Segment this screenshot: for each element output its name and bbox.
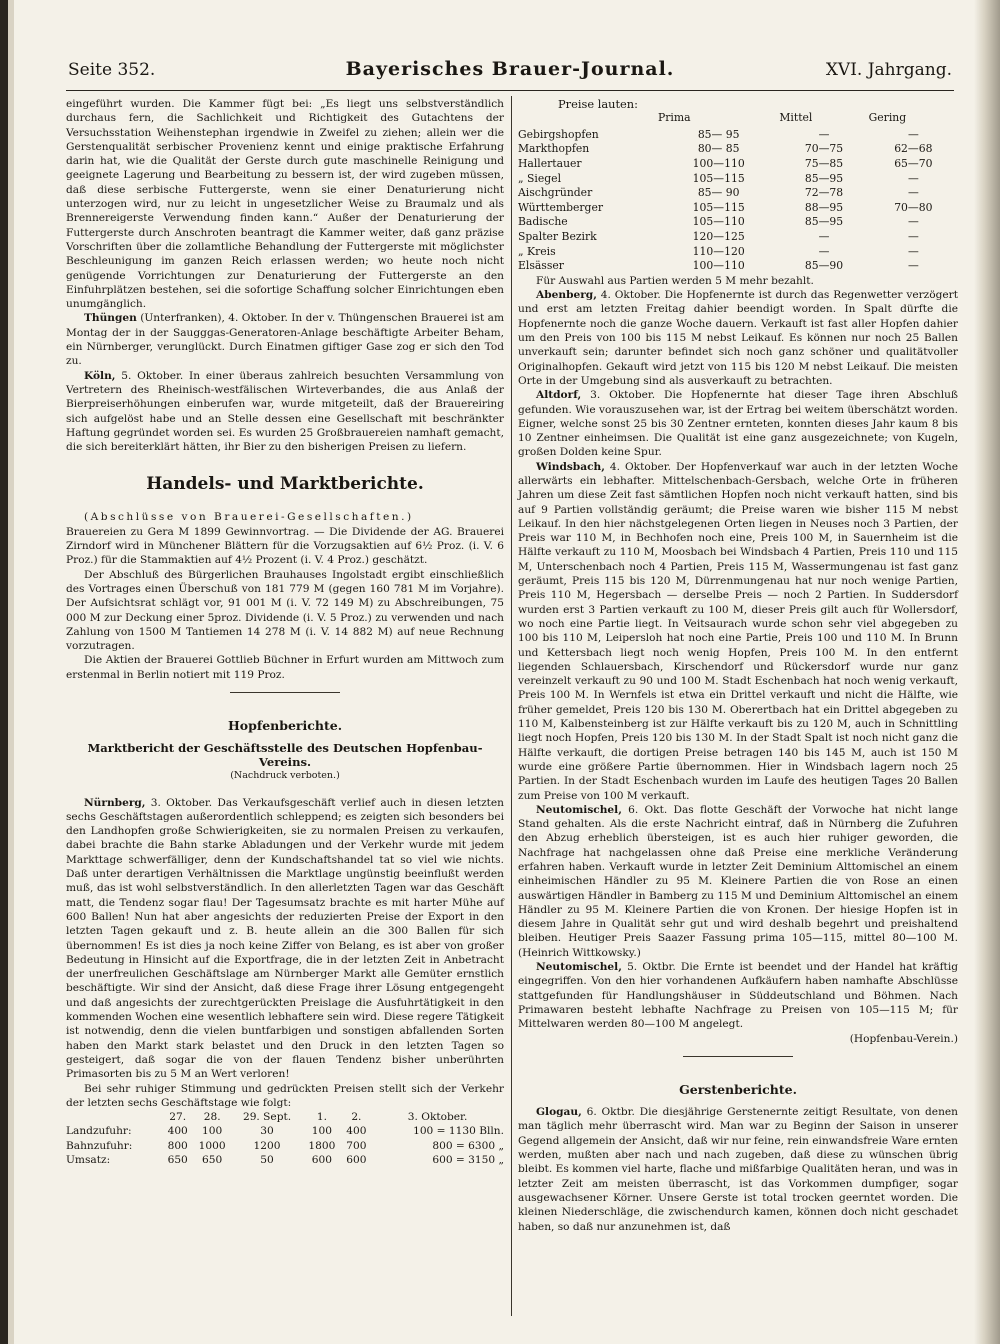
table-row — [66, 1124, 504, 1138]
table-cell: 120—125 — [692, 230, 745, 244]
table-cell: 100 = 1130 Blln. — [413, 1125, 504, 1138]
buechner-article: Die Aktien der Brauerei Gottlieb Büchner in Erfurt wurden am Mittwoch zum erstenmal in Berlin notiert mit 119 Proz. — [66, 654, 504, 681]
neutomischel-dateline-1: Neutomischel, — [536, 803, 622, 816]
table-cell: 75—85 — [804, 157, 844, 171]
page-edge-shadow — [974, 0, 1000, 1344]
table-cell: 800 = 6300 „ — [432, 1139, 504, 1152]
section-title-hopfen: Hopfenberichte. — [227, 717, 343, 733]
table-cell: „ Kreis — [518, 244, 556, 258]
market-table-intro: Bei sehr ruhiger Stimmung und gedrückten Preisen stellt sich der Verkehr der letzten sechs Geschäftstage wie folgt: — [66, 1082, 504, 1109]
table-cell: 85—90 — [804, 259, 844, 273]
table-cell: 65—70 — [894, 157, 933, 171]
table-cell — [66, 1110, 163, 1124]
table-cell: 28. — [203, 1111, 221, 1124]
table-cell: 88—95 — [804, 200, 844, 214]
article-signature: (Hopfenbau-Verein.) — [849, 1032, 958, 1045]
table-cell: 105—110 — [692, 215, 745, 229]
journal-title: Bayerisches Brauer-Journal. — [345, 58, 675, 80]
table-row — [518, 215, 958, 230]
table-cell: — — [907, 230, 919, 244]
table-cell: 650 — [167, 1154, 188, 1166]
table-cell: — — [818, 127, 830, 141]
table-cell: „ Siegel — [518, 171, 562, 185]
table-cell: 1800 — [308, 1139, 336, 1152]
glogau-dateline: Glogau, — [536, 1106, 582, 1119]
column-divider — [511, 96, 512, 1316]
table-cell: 650 — [202, 1154, 223, 1166]
table-cell: 85— 90 — [697, 186, 740, 200]
abschluesse-article — [66, 510, 504, 524]
table-cell: Markthopfen — [518, 142, 590, 156]
table-cell: 800 — [167, 1139, 188, 1152]
table-cell: 400 — [346, 1125, 367, 1138]
table-row — [66, 1139, 504, 1153]
table-cell: Bahnzufuhr: — [66, 1139, 133, 1152]
table-cell: Hallertauer — [518, 157, 582, 171]
table-cell: 600 = 3150 „ — [432, 1154, 504, 1166]
table-cell: 1000 — [198, 1139, 226, 1152]
table-cell: 100—110 — [692, 259, 745, 273]
abschluesse-head: (Abschlüsse von Brauerei-Gesellschaften.) — [84, 511, 414, 524]
neutomischel-dateline-2: Neutomischel, — [536, 961, 622, 974]
table-cell: 2. — [351, 1111, 362, 1124]
table-cell: — — [818, 230, 830, 244]
table-cell: 100 — [311, 1125, 333, 1138]
prices-note: Für Auswahl aus Partien werden 5 M mehr bezahlt. — [536, 274, 814, 287]
windsbach-text: 4. Oktober. Der Hopfenverkauf war auch in der letzten Woche allerwärts ein lebhafter. Mittelschenbach-Gersbach, welche Orte in früheren Jahren um diese Zeit fast sämtlichen Hopfen noch nicht verkauft hatten, sind bis auf 9 Partien vollständig geräumt; die Preise waren wie bisher 115 M nebst Leikauf. In den hier nächstgelegenen Orten liegen in Neuses noch 3 Partien, der Preis war 110 M, in Bechhofen noch eine, Preis 100 M, in Sauernheim ist die Hälfte verkauft zu 110 M, Moosbach bei Windsbach 4 Partien, Preis 110 und 115 M, Unterschenbach noch 4 Partien, Preis 115 M, Wassermungenau ist fast ganz geräumt, Preis 115 bis 120 M, Dürrenmungenau hat nur noch wenige Partien, Preis 110 M, Hegersbach — derselbe Preis — noch 2 Partien. In Suddersdorf wurden erst 3 Partien verkauft zu 100 M, dieser Preis gilt auch für Wollersdorf, wo noch eine Partie liegt. In Veitsaurach wurde schon sehr viel abgegeben zu 100 bis 110 M, Leipersloh hat noch eine Partie, Preis 100 und 110 M. In Brunn und Kettersbach liegt noch wenig Hopfen, Preis 100 M. In den entfernt liegenden Schlauersbach, Kirschendorf und Rückersdorf wurde nur ganz vereinzelt verkauft zu 90 und 100 M. Stadt Eschenbach hat noch wenig verkauft, Preis 100 M. In Wernfels ist etwa ein Drittel verkauft und nicht die Hälfte, wie früher gemeldet, Preis 120 bis 130 M. Oberertbach hat ein Drittel abgegeben zu 110 M, Kalbensteinberg ist zur Hälfte verkauft bis zu 120 M, auch in Schnittling liegt noch Hopfen, Preis 120 bis 130 M. In der Stadt Spalt ist noch nicht ganz die Hälfte verkauft, die dortigen Preise betragen 140 bis 145 M, auch ist 150 M wurde eine größere Partie übernommen. Hier in Windsbach lagern noch 25 Partien. In der Stadt Eschenbach wurden im Laufe des heutigen Tages 20 Ballen zum Preise von 100 M verkauft. — [518, 460, 958, 802]
table-cell: 400 — [167, 1125, 188, 1138]
section-separator — [230, 692, 340, 693]
table-cell: — — [907, 244, 919, 258]
page-header — [68, 58, 952, 90]
reprint-note: (Nachdruck verboten.) — [230, 770, 340, 782]
volume-label: XVI. Jahrgang. — [825, 60, 952, 80]
abenberg-text: 4. Oktober. Die Hopfenernte ist durch das Regenwetter verzögert und erst am letzten Freitag dahier beendigt worden. In Spalt dürfte die Hopfenernte noch die ganze Woche dauern. Verkauft ist fast aller Hopfen dahier um den Preis von 100 bis 115 M nebst Leikauf. Es können nur noch 25 Ballen unverkauft sein; darunter befindet sich noch ganz schöner und qualitätvoller Originalhopfen. Gekauft wird jetzt von 115 bis 120 M nebst Leikauf. Die meisten Orte in der Umgebung sind als ausverkauft zu betrachten. — [518, 289, 958, 387]
table-row — [518, 128, 958, 143]
market-table — [66, 1110, 504, 1167]
table-cell: — — [907, 171, 919, 185]
table-cell: 62—68 — [894, 142, 933, 156]
table-cell: 700 — [346, 1139, 367, 1152]
table-cell: 29. Sept. — [242, 1111, 292, 1124]
page-number: Seite 352. — [68, 60, 156, 80]
table-cell: Gering — [868, 111, 907, 125]
table-cell: Prima — [658, 111, 691, 125]
abschluesse-text: Brauereien zu Gera M 1899 Gewinnvortrag. — Die Dividende der AG. Brauerei Zirndorf wird in Münchener Blättern für die Vorzugsaktien auf 6½ Proz. (i. V. 6 Proz.) für die Stammaktien auf 4½ Prozent (i. V. 4 Proz.) geschätzt. — [66, 525, 504, 567]
table-cell: Umsatz: — [66, 1154, 111, 1166]
binding-shadow — [0, 0, 8, 1344]
table-cell: Württemberger — [518, 200, 604, 214]
binding-edge — [8, 0, 14, 1344]
table-cell: — — [907, 186, 919, 200]
prices-label: Preise lauten: — [558, 97, 638, 111]
table-cell: 27. — [169, 1111, 187, 1124]
altdorf-dateline: Altdorf, — [536, 389, 582, 402]
windsbach-article — [518, 460, 958, 803]
table-cell: Mittel — [779, 111, 813, 125]
table-cell: 600 — [346, 1154, 367, 1166]
table-cell: — — [907, 127, 919, 141]
nuernberg-text: 3. Oktober. Das Verkaufsgeschäft verlief auch in diesen letzten sechs Geschäftstagen außerordentlich schleppend; es zeigten sich besonders bei den Landhopfen große Schwierigkeiten, sie zu normalen Preisen zu verkaufen, dabei brachte die Bahn starke Abladungen und der Verkehr wurde mit jedem Markttage schwerfälliger, denn der Kundschaftshandel tat so viel wie nichts. Daß unter derartigen Verhältnissen die Marktlage ungünstig beeinflußt werden muß, das ist wohl selbstverständlich. In den allerletzten Tagen war das Geschäft matt, die Tendenz sogar flau! Der Tagesumsatz brachte es mit harter Mühe auf 600 Ballen! Nun hat aber angesichts der reduzierten Preise der Export in den letzten Tagen gekauft und z. B. heute allein an die 300 Ballen für sich übernommen! Es ist dies ja noch keine Ziffer von Belang, es ist aber von großer Bedeutung in Hinsicht auf die Exportfrage, die in der letzten Zeit in Anbetracht der unerfreulichen Geschäftslage am Nürnberger Markt alle Gemüter ernstlich beschäftigte. Wir sind der Ansicht, daß diese Frage ihrer Lösung entgegengeht und daß angesichts der zurechtgerückten Preislage die Ausfuhrtätigkeit in den kommenden Wochen eine wesentlich lebhaftere sein wird. Diese regere Tätigkeit ist notwendig, denn die vielen buntfarbigen und sonstigen abfallenden Sorten haben den Markt stark belastet und den Druck in den letzten Tagen so gesteigert, daß sogar die von der flauen Tendenz bisher unberührten Primasorten bis zu 5 M an Wert verloren! — [66, 796, 504, 1081]
table-cell: — — [907, 215, 919, 229]
table-row — [518, 230, 958, 245]
koeln-article — [66, 369, 504, 455]
table-cell: Badische — [518, 215, 568, 229]
thuengen-text: (Unterfranken), 4. Oktober. In der v. Thüngenschen Brauerei ist am Montag der in der Saugggas-Generatoren-Anlage beschäftigte Arbeiter Beham, ein Nürnberger, verunglückt. Durch Einatmen giftiger Gase zog er sich den Tod zu. — [66, 312, 504, 368]
table-row — [66, 1153, 504, 1167]
neutomischel-text-1: 6. Okt. Das flotte Geschäft der Vorwoche hat nicht lange Stand gehalten. Als die erste Nachricht eintraf, daß in Nürnberg die Zufuhren den Abzug erheblich übersteigen, ist es auch hier ruhiger geworden, die Nachfrage hat nachgelassen ohne daß Preise eine merkliche Veränderung erfahren haben. Verkauft wurde in letzter Zeit Deminium Alttomischel an einem einheimischen Händler zu 95 M. Kleinere Partien die von Rose an einen auswärtigen Händler in Bamberg zu 115 M und Deminium Alttomischel an einem Händler zu 95 M. Kleinere Partien die von Kronen. Der hiesige Hopfen ist in diesem Jahre in Qualität sehr gut und wird deshalb begehrt und preishaltend bleiben. Heutiger Preis Saazer Fassung prima 105—115, mittel 80—100 M. (Heinrich Wittkowsky.) — [518, 803, 958, 959]
table-cell: — — [818, 244, 830, 258]
table-cell: 105—115 — [692, 171, 745, 185]
table-cell: 30 — [260, 1125, 274, 1138]
table-cell: Gebirgshopfen — [518, 127, 599, 141]
table-cell: 110—120 — [692, 244, 745, 258]
table-cell: Landzufuhr: — [66, 1125, 132, 1138]
table-cell: 1. — [316, 1111, 327, 1124]
table-row — [518, 157, 958, 172]
table-row — [518, 172, 958, 187]
right-column — [518, 97, 958, 1234]
header-rule — [66, 90, 954, 91]
table-cell: 70—75 — [804, 142, 844, 156]
table-cell: 85—95 — [804, 171, 844, 185]
hop-prices-table — [518, 111, 958, 274]
intro-paragraph: eingeführt wurden. Die Kammer fügt bei: „Es liegt uns selbstverständlich durchaus fern, die Sachlichkeit und Richtigkeit des Gutachtens der Versuchsstation Weihenstephan irgendwie in Zweifel zu ziehen; allein wer die Gerstenqualität serbischer Provenienz kennt und einige praktische Erfahrung darin hat, wie die Qualität der Gerste durch gute maschinelle Reinigung und geeignete Lagerung und Bearbeitung zu bessern ist, der wird zugeben müssen, daß diese serbische Futtergerste, wenn sie einer Denaturierung nicht unterzogen wird, nur zu leicht in ungesetzlicher Weise zu Braumalz und als Brennereigerste Verwendung finden kann.“ Außer der Denaturierung der Futtergerste durch Anschroten beantragt die Kammer weiter, daß ganz präzise Vorschriften über die zollamtliche Behandlung der Futtergerste mit möglichster Beschleunigung im ganzen Reich erlassen werden; wo heute noch nicht genügende Vorrichtungen zur Denaturierung der Futtergerste an den Einfuhrplätzen bestehen, sei die sofortige Schaffung solcher Einrichtungen eben unumgänglich. — [66, 98, 504, 311]
table-cell: 100—110 — [692, 157, 745, 171]
prices-header — [518, 111, 958, 128]
market-table-header — [66, 1110, 504, 1124]
glogau-text: 6. Oktbr. Die diesjährige Gerstenernte zeitigt Resultate, von denen man täglich mehr überrascht wird. Man war zu Beginn der Saison in unserer Gegend allgemein der Ansicht, daß wir nur feine, rein einwandsfreie Ware ernten werden, mußten aber nach und nach zugeben, daß diese zu wünschen übrig bleibt. Es kommen viel harte, flache und mißfarbige Qualitäten heran, und was in letzter Zeit am meisten überrascht, ist das Vorkommen dumpfiger, sogar ausgewachsener Körner. Unsere Gerste ist total trocken geerntet worden. Die kleinen Niederschläge, die zwischendurch kamen, können doch nicht geschadet haben, so daß nur anzunehmen ist, daß — [518, 1106, 958, 1233]
table-row — [518, 186, 958, 201]
neutomischel-text-2: 5. Oktbr. Die Ernte ist beendet und der Handel hat kräftig eingegriffen. Von den hier vorhandenen Aufkäufern haben namhafte Abschlüsse stattgefunden für Handlungshäuser in Süddeutschland und Böhmen. Nach Primawaren besteht lebhafte Nachfrage zu Preisen von 105—115 M; für Mittelwaren werden 80—100 M angelegt. — [518, 961, 958, 1031]
table-cell: 1200 — [253, 1139, 281, 1152]
table-cell: 72—78 — [804, 186, 844, 200]
table-cell: 3. Oktober. — [407, 1111, 468, 1124]
ingolstadt-article: Der Abschluß des Bürgerlichen Brauhauses Ingolstadt ergibt einschließlich des Vortrages einen Überschuß von 181 779 M (gegen 160 781 M im Vorjahre). Der Aufsichtsrat schlägt vor, 91 001 M (i. V. 72 149 M) zu Abschreibungen, 75 000 M zur Deckung einer 5proz. Dividende (i. V. 5 Proz.) zu verwenden und nach Zahlung von 1500 M Tantiemen 14 278 M (i. V. 14 882 M) auf neue Rechnung vorzutragen. — [66, 568, 504, 653]
table-cell: 600 — [311, 1154, 333, 1166]
table-cell: Elsässer — [518, 259, 564, 273]
section-title-handel: Handels- und Marktberichte. — [146, 474, 424, 495]
windsbach-dateline: Windsbach, — [536, 460, 605, 473]
hopfen-subtitle: Marktbericht der Geschäftsstelle des Deutschen Hopfenbau-Vereins. — [87, 741, 483, 770]
table-row — [518, 201, 958, 216]
table-cell: 100 — [202, 1125, 223, 1138]
koeln-dateline: Köln, — [84, 369, 116, 382]
glogau-article — [518, 1105, 958, 1234]
neutomischel-article-1 — [518, 803, 958, 960]
table-cell: 105—115 — [692, 200, 745, 214]
table-row — [518, 142, 958, 157]
table-cell: 70—80 — [894, 200, 933, 214]
section-separator — [683, 1056, 793, 1057]
nuernberg-article — [66, 796, 504, 1082]
table-cell — [518, 111, 658, 128]
koeln-text: 5. Oktober. In einer überaus zahlreich besuchten Versammlung von Vertretern des Rheinisch-westfälischen Wirteverbandes, die aus Anlaß der Bierpreiserhöhungen einberufen war, wurde mitgeteilt, daß der Brauereiring sich aufgelöst habe und an Stelle dessen eine Gesellschaft mit beschränkter Haftung gegründet worden sei. Es wurden 25 Großbrauereien namhaft gemacht, die sich bereiterklärt hätten, ihr Bier zu den bisherigen Preisen zu liefern. — [66, 369, 504, 454]
abenberg-dateline: Abenberg, — [536, 289, 597, 302]
table-row — [518, 259, 958, 274]
altdorf-article — [518, 388, 958, 459]
table-cell: — — [907, 259, 919, 273]
thuengen-dateline: Thüngen — [84, 312, 137, 325]
nuernberg-dateline: Nürnberg, — [84, 796, 146, 809]
section-title-gersten: Gerstenberichte. — [679, 1081, 797, 1097]
left-column — [66, 97, 504, 1167]
altdorf-text: 3. Oktober. Die Hopfenernte hat dieser Tage ihren Abschluß gefunden. Wie vorauszusehen war, ist der Ertrag bei weitem überschätzt worden. Eigner, welche sonst 25 bis 30 Zentner ernteten, konnten dieses Jahr kaum 8 bis 10 Zentner einheimsen. Die Qualität ist eine ganz ausgezeichnete; von Kugeln, großen Dolden keine Spur. — [518, 389, 959, 459]
table-cell: Aischgründer — [518, 186, 593, 200]
thuengen-article — [66, 311, 504, 368]
table-cell: 50 — [260, 1154, 274, 1166]
table-cell: 85— 95 — [697, 127, 740, 141]
table-cell: 85—95 — [804, 215, 844, 229]
neutomischel-article-2 — [518, 960, 958, 1031]
abenberg-article — [518, 288, 958, 388]
table-row — [518, 245, 958, 260]
table-cell: 80— 85 — [697, 142, 740, 156]
table-cell: Spalter Bezirk — [518, 230, 597, 244]
